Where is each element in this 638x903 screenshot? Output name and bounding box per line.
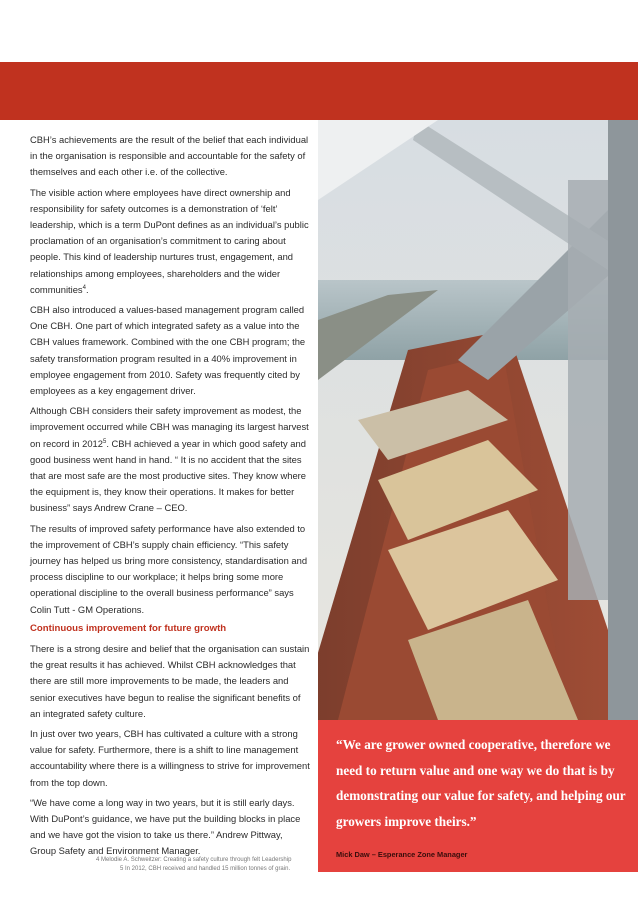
paragraph-text: Although CBH considers their safety improvement as modest, the improvement occurred while CBH was managing its largest harvest on record in 2012 [30,405,309,449]
pull-quote-attribution: Mick Daw – Esperance Zone Manager [336,850,468,859]
footnote: 5 In 2012, CBH received and handled 15 million tonnes of grain. [120,866,291,872]
section-heading: Continuous improvement for future growth [30,622,227,634]
paragraph: The results of improved safety performance have also extended to the improvement of CBH’s supply chain efficiency. “This safety journey has helped us bring more consistency, standardisation and process discipline to our workplace; it helps bring some more operational discipline to the overall business performance” says Colin Tutt - GM Operations. [30,522,308,615]
paragraph-text: . [85,283,89,295]
paragraph [30,185,310,298]
paragraph-text: . CBH achieved a year in which good safety and good business went hand in hand. “ It is no accident that the sites that are most safe are the most productive sites. They know where the equipment is, they know their operations. It makes for better business” says Andrew Crane – CEO. [30,437,306,514]
footnote-ref: 4 [82,284,86,291]
main-text-column [30,132,310,864]
footnote-ref: 5 [102,438,107,445]
footnote: 4 Melodie A. Schweitzer: Creating a safety culture through felt Leadership [96,857,292,863]
paragraph: CBH’s achievements are the result of the belief that each individual in the organisation is responsible and accountable for the safety of themselves and each other i.e. of the collective. [30,134,309,178]
paragraph: There is a strong desire and belief that the organisation can sustain the great results it has achieved. Whilst CBH acknowledges that there are still more improvements to be made, the leaders and senior executives have begun to realise the significant benefits of an integrated safety culture. [30,642,310,719]
paragraph: In just over two years, CBH has cultivated a culture with a strong value for safety. Furthermore, there is a shift to line management accountability where there is a willingness to strive for improvement from the top down. [30,727,310,788]
paragraph: “We have come a long way in two years, but it is still early days. With DuPont’s guidance, we have put the building blocks in place and we have got the vision to take us there.” Andrew Pittway, Group Safety and Environment Manager. [30,796,301,857]
header-banner [0,62,638,120]
paragraph: CBH also introduced a values-based management program called One CBH. One part of which integrated safety as a value into the CBH values framework. Combined with the one CBH program; the safety transformation program resulted in a 40% improvement in employee engagement from 2010. Safety was frequently cited by employees as a key engagement driver. [30,304,306,397]
footnotes [96,856,308,874]
ship-loading-photo [318,120,638,720]
pull-quote-text: “We are grower owned cooperative, therefore we need to return value and one way we do that is by demonstrating our value for safety, and helping our growers improve theirs.” [336,737,626,829]
paragraph-text: The visible action where employees have direct ownership and responsibility for safety outcomes is a demonstration of ‘felt’ leadership, which is a term DuPont defines as an individual’s public proclamation of an organisation’s commitment to caring about people. This kind of leadership nurtures trust, engagement, and relationships among employees, shareholders and the wider communities [30,186,309,295]
paragraph [30,403,310,516]
pull-quote-box [318,720,638,872]
